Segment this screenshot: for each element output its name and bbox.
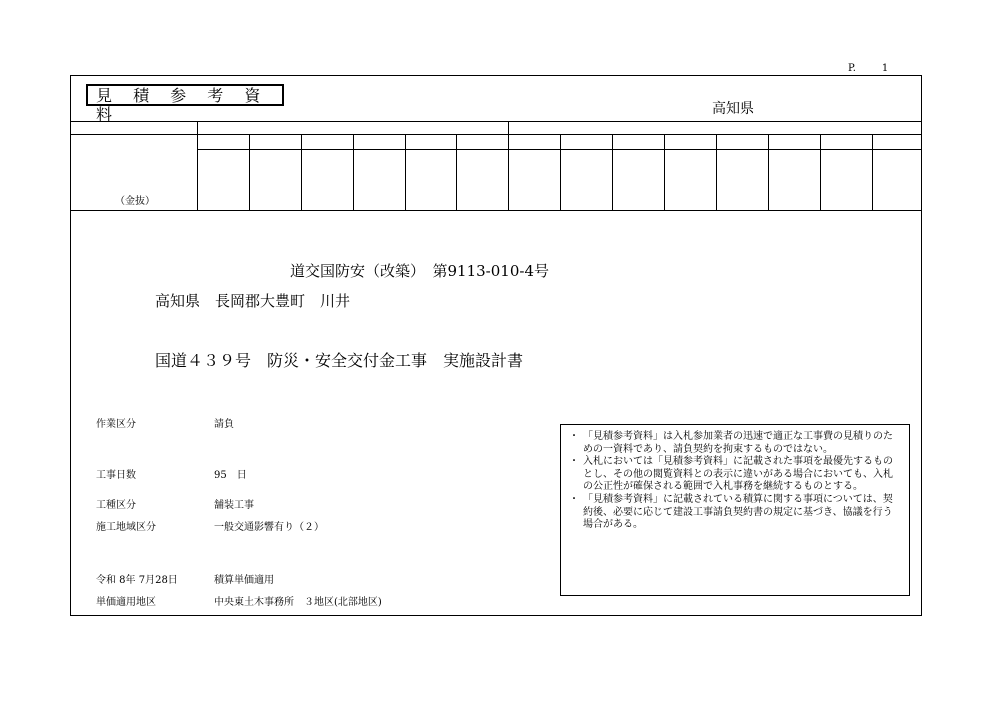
price-region-value: 中央東土木事務所 ３地区(北部地区) (214, 597, 382, 608)
work-days-value: 95 日 (214, 470, 247, 481)
area-class-value: 一般交通影響有り（２） (214, 522, 324, 533)
note-item (569, 456, 901, 494)
bullet-icon: ・ (569, 456, 579, 468)
work-days-label: 工事日数 (96, 470, 136, 481)
notes-box (560, 424, 910, 596)
project-title: 国道４３９号 防災・安全交付金工事 実施設計書 (155, 351, 524, 370)
project-code: 道交国防安（改築） 第9113-010-4号 (290, 262, 549, 280)
prefecture-name: 高知県 (712, 101, 754, 117)
pricing-date-value: 積算単価適用 (214, 575, 274, 586)
note-text: 入札においては「見積参考資料」に記載された事項を最優先するものとし、その他の閲覧資料との表示に違いがある場合においても、入札の公正性が確保される範囲で入札事務を継続するものとする。 (583, 456, 893, 493)
note-text: 「見積参考資料」に記載されている積算に関する事項については、契約後、必要に応じて建設工事請負契約書の規定に基づき、協議を行う場合がある。 (583, 493, 893, 531)
note-item (569, 431, 901, 456)
price-exclusion-label: （金抜） (115, 196, 155, 207)
work-type-label: 工種区分 (96, 500, 136, 511)
page-number (848, 63, 888, 74)
document-title: 見 積 参 考 資 料 (86, 84, 284, 106)
bullet-icon: ・ (569, 493, 579, 505)
note-item (569, 494, 901, 532)
note-text: 「見積参考資料」は入札参加業者の迅速で適正な工事費の見積りのための一資料であり、請負契約を拘束するものではない。 (583, 431, 893, 455)
area-class-label: 施工地域区分 (96, 522, 156, 533)
bullet-icon: ・ (569, 431, 579, 442)
page-label: P. (848, 63, 856, 74)
work-type-value: 舗装工事 (214, 500, 254, 511)
pricing-date-label: 令和 8年 7月28日 (96, 575, 178, 586)
price-region-label: 単価適用地区 (96, 597, 156, 608)
work-class-value: 請負 (214, 419, 234, 430)
page-number-value: 1 (881, 63, 889, 74)
work-class-label: 作業区分 (96, 419, 136, 430)
project-location: 高知県 長岡郡大豊町 川井 (155, 292, 351, 310)
